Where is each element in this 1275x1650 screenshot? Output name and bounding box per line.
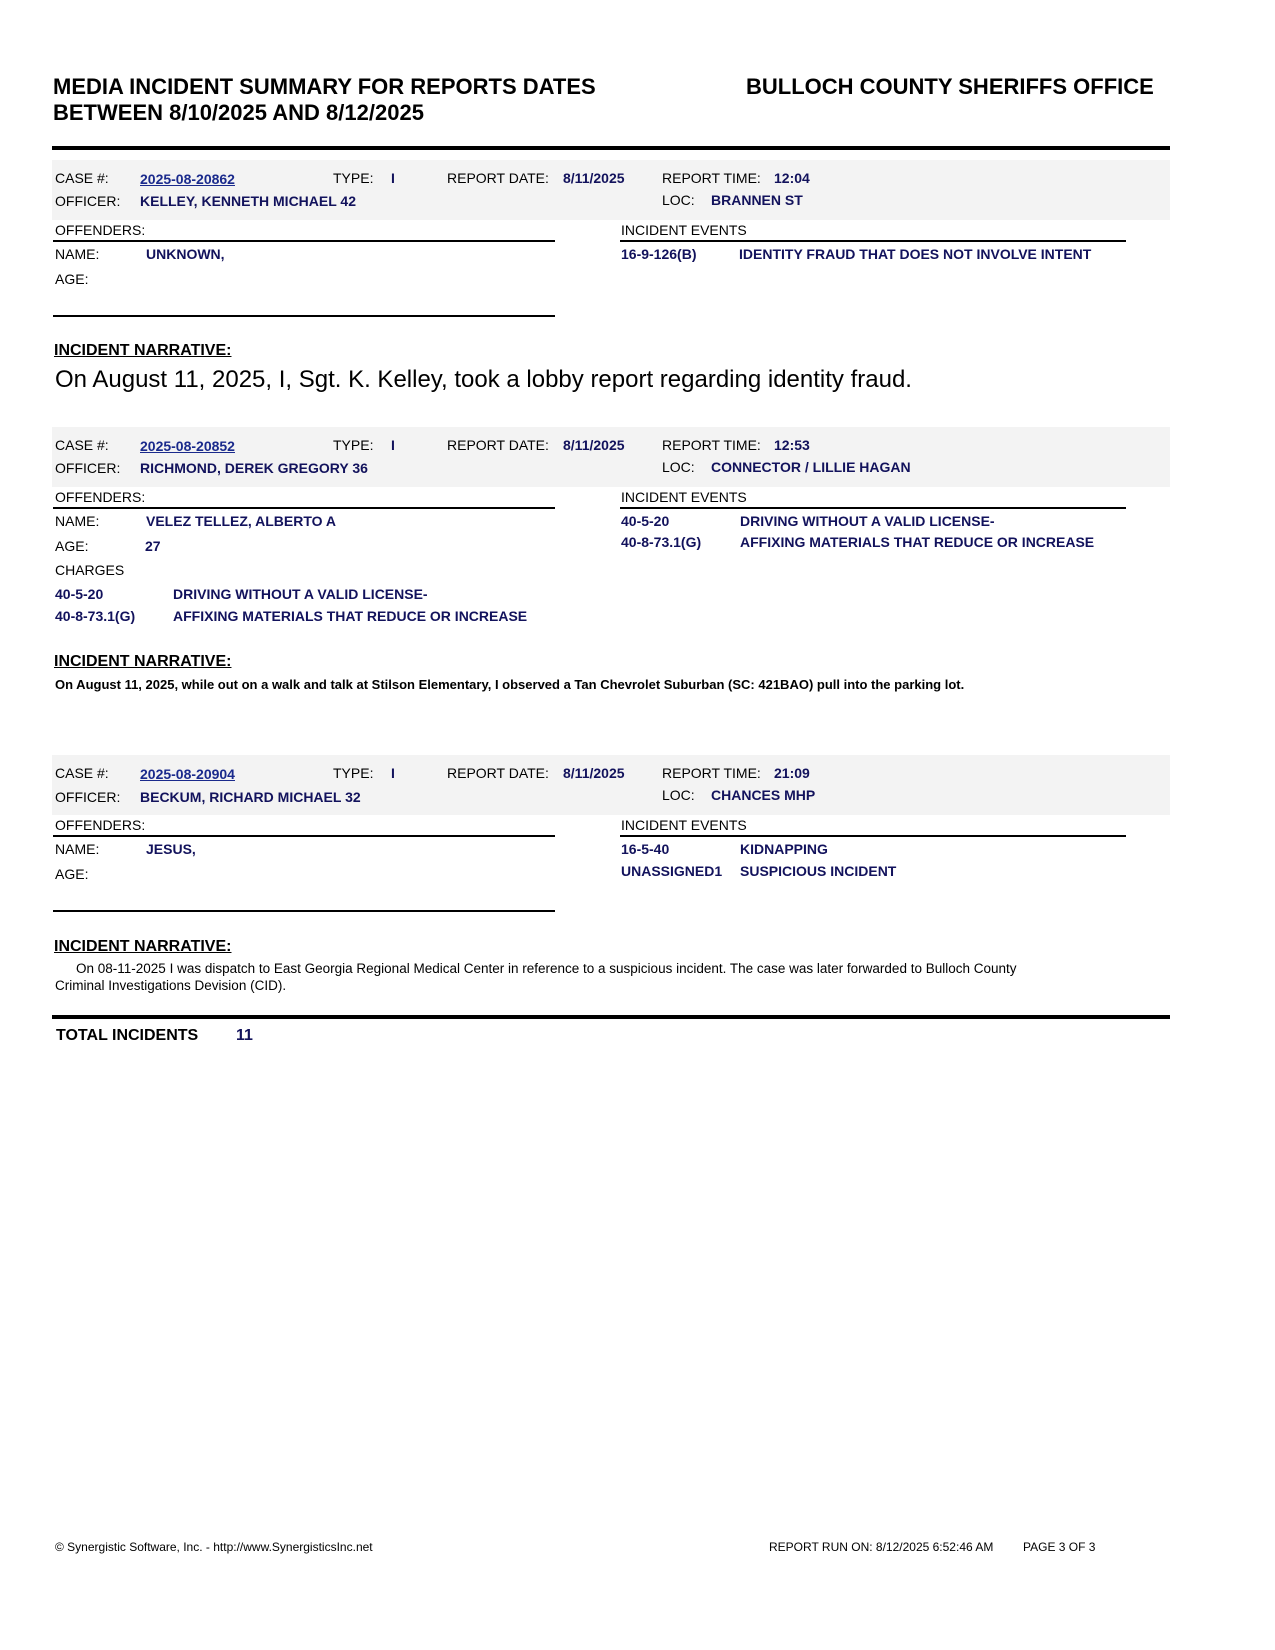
event-description: IDENTITY FRAUD THAT DOES NOT INVOLVE INTENT [739,246,1092,262]
offenders-rule [53,507,555,509]
type-label: TYPE: [333,765,374,781]
loc-value: CHANCES MHP [711,787,816,803]
charge-description: DRIVING WITHOUT A VALID LICENSE- [173,586,428,602]
type-value: I [391,765,395,781]
event-code: 16-9-126(B) [621,246,697,262]
report-date-value: 8/11/2025 [563,170,625,186]
incident-events-rule [620,507,1126,509]
report-date-value: 8/11/2025 [563,437,625,453]
narrative-title: INCIDENT NARRATIVE: [54,938,232,955]
report-date-label: REPORT DATE: [447,765,549,781]
total-incidents-value: 11 [236,1027,253,1044]
incident-events-label: INCIDENT EVENTS [621,222,747,238]
age-label: AGE: [55,271,89,287]
type-value: I [391,437,395,453]
charge-code: 40-8-73.1(G) [55,608,136,624]
loc-value: CONNECTOR / LILLIE HAGAN [711,459,911,475]
case-number-link[interactable]: 2025-08-20862 [140,171,235,187]
report-time-label: REPORT TIME: [662,437,761,453]
age-label: AGE: [55,538,89,554]
loc-value: BRANNEN ST [711,192,803,208]
officer-value: RICHMOND, DEREK GREGORY 36 [140,460,368,476]
event-code: 16-5-40 [621,841,670,857]
footer-copyright: © Synergistic Software, Inc. - http://www.SynergisticsInc.net [55,1540,373,1554]
case-label: CASE #: [55,437,109,453]
offender-name-value: VELEZ TELLEZ, ALBERTO A [146,513,337,529]
total-incidents-label: TOTAL INCIDENTS [56,1027,199,1044]
name-label: NAME: [55,841,100,857]
report-title-line1: MEDIA INCIDENT SUMMARY FOR REPORTS DATES [53,74,596,99]
case-label: CASE #: [55,765,109,781]
totals-divider [52,1015,1170,1019]
offenders-label: OFFENDERS: [55,222,146,238]
offenders-rule [53,240,555,242]
report-time-value: 21:09 [774,765,810,781]
officer-value: BECKUM, RICHARD MICHAEL 32 [140,789,361,805]
charge-description: AFFIXING MATERIALS THAT REDUCE OR INCREASE [173,608,528,624]
narrative-text: On August 11, 2025, I, Sgt. K. Kelley, took a lobby report regarding identity fraud. [55,366,912,393]
age-label: AGE: [55,866,89,882]
event-description: AFFIXING MATERIALS THAT REDUCE OR INCREASE [740,534,1095,550]
report-title-line2: BETWEEN 8/10/2025 AND 8/12/2025 [53,100,424,125]
agency-name: BULLOCH COUNTY SHERIFFS OFFICE [746,74,1154,99]
narrative-text: On August 11, 2025, while out on a walk and talk at Stilson Elementary, I observed a Tan Chevrolet Suburban (SC: 421BAO) pull into the parking lot. [55,677,965,692]
report-date-value: 8/11/2025 [563,765,625,781]
narrative-title: INCIDENT NARRATIVE: [54,342,232,359]
offender-name-value: JESUS, [146,841,196,857]
case-label: CASE #: [55,170,109,186]
offenders-label: OFFENDERS: [55,817,146,833]
case-info-band [52,755,1170,815]
case-number-link[interactable]: 2025-08-20904 [140,766,235,782]
event-description: DRIVING WITHOUT A VALID LICENSE- [740,513,995,529]
offenders-label: OFFENDERS: [55,489,146,505]
report-time-value: 12:04 [774,170,810,186]
event-code: UNASSIGNED1 [621,863,723,879]
name-label: NAME: [55,246,100,262]
case-info-band [52,160,1170,220]
loc-label: LOC: [662,192,695,208]
incident-events-label: INCIDENT EVENTS [621,489,747,505]
officer-value: KELLEY, KENNETH MICHAEL 42 [140,193,356,209]
officer-label: OFFICER: [55,460,121,476]
footer-page-number: PAGE 3 OF 3 [1023,1540,1096,1554]
report-time-label: REPORT TIME: [662,170,761,186]
event-code: 40-8-73.1(G) [621,534,702,550]
charge-code: 40-5-20 [55,586,104,602]
incident-events-rule [620,835,1126,837]
event-description: KIDNAPPING [740,841,828,857]
officer-label: OFFICER: [55,789,121,805]
type-value: I [391,170,395,186]
case-number-link[interactable]: 2025-08-20852 [140,438,235,454]
offender-name-value: UNKNOWN, [146,246,225,262]
charges-label: CHARGES [55,562,125,578]
header-divider [52,146,1170,150]
event-description: SUSPICIOUS INCIDENT [740,863,897,879]
event-code: 40-5-20 [621,513,670,529]
type-label: TYPE: [333,170,374,186]
loc-label: LOC: [662,459,695,475]
incident-events-rule [620,240,1126,242]
incident-events-label: INCIDENT EVENTS [621,817,747,833]
case-info-band [52,427,1170,487]
report-time-value: 12:53 [774,437,810,453]
loc-label: LOC: [662,787,695,803]
type-label: TYPE: [333,437,374,453]
offenders-bottom-rule [53,315,555,317]
offenders-bottom-rule [53,910,555,912]
narrative-text-line2: Criminal Investigations Devision (CID). [55,978,287,993]
footer-report-run: REPORT RUN ON: 8/12/2025 6:52:46 AM [769,1540,994,1554]
offenders-rule [53,835,555,837]
narrative-title: INCIDENT NARRATIVE: [54,653,232,670]
officer-label: OFFICER: [55,193,121,209]
report-date-label: REPORT DATE: [447,170,549,186]
narrative-text-line1: On 08-11-2025 I was dispatch to East Georgia Regional Medical Center in reference to a suspicious incident. The case was later forwarded to Bulloch County [76,961,1017,976]
report-time-label: REPORT TIME: [662,765,761,781]
name-label: NAME: [55,513,100,529]
report-date-label: REPORT DATE: [447,437,549,453]
offender-age-value: 27 [145,538,161,554]
